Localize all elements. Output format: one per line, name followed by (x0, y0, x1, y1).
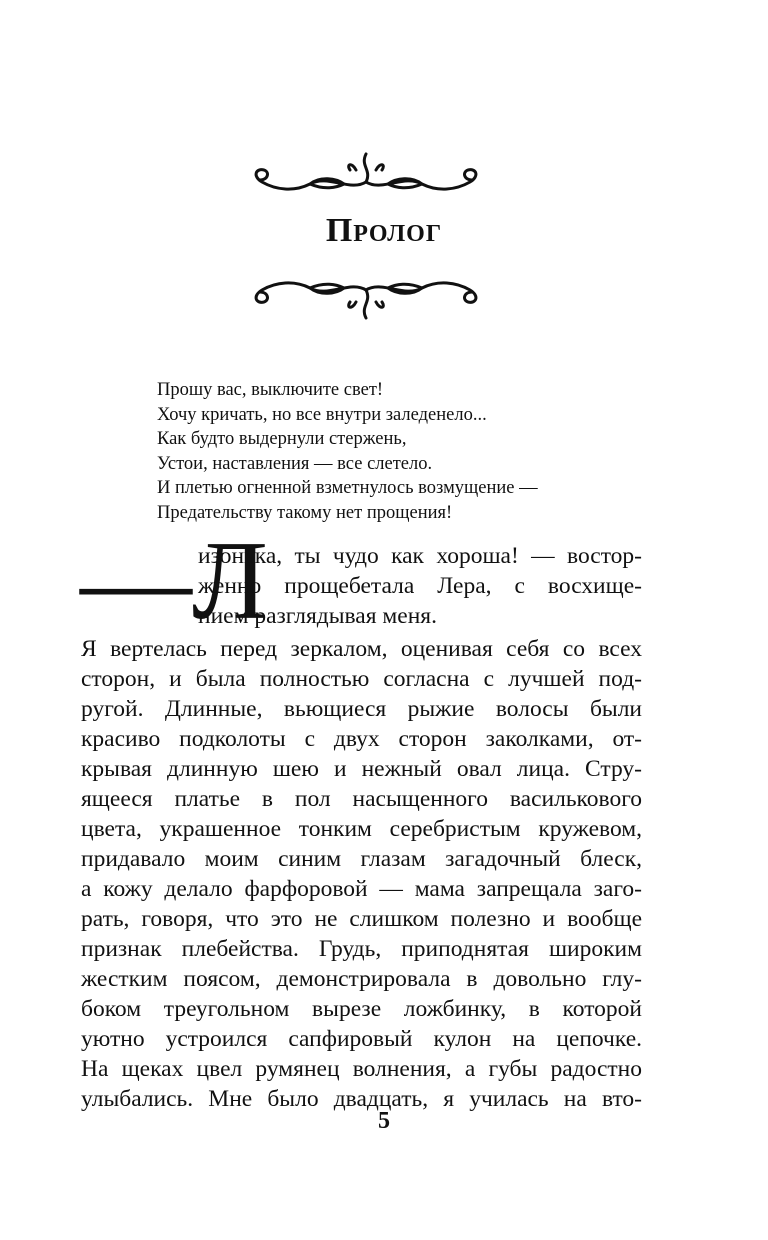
epigraph-line: Хочу кричать, но все внутри заледенело... (157, 404, 487, 425)
body-text-line: ругой. Длинные, вьющиеся рыжие волосы были (81, 696, 642, 722)
body-text-line: сторон, и была полностью согласна с лучшей под- (81, 666, 642, 692)
body-text-line: ящееся платье в пол насыщенного василькового (81, 786, 642, 812)
body-text-line: цвета, украшенное тонким серебристым кружевом, (81, 816, 642, 842)
body-text-line: а кожу делало фарфоровой — мама запрещала заго- (81, 876, 642, 902)
body-text-line: изонька, ты чудо как хороша! — востор- (198, 543, 642, 569)
body-text-line: На щеках цвел румянец волнения, а губы радостно (81, 1056, 642, 1082)
body-text-line: Я вертелась перед зеркалом, оценивая себя со всех (81, 636, 642, 662)
body-text-line: крывая длинную шею и нежный овал лица. Стру- (81, 756, 642, 782)
body-text-line: жестким поясом, демонстрировала в довольно глу- (81, 966, 642, 992)
bottom-flourish-ornament (240, 268, 492, 324)
body-text-line: боком треугольном вырезе ложбинку, в которой (81, 996, 642, 1022)
top-flourish-ornament (240, 148, 492, 204)
epigraph-line: Прошу вас, выключите свет! (157, 380, 384, 400)
epigraph-line: И плетью огненной взметнулось возмущение — (157, 478, 538, 499)
epigraph-line: Как будто выдернули стержень, (157, 429, 407, 450)
chapter-title: Пролог (325, 212, 443, 249)
body-text-line: рать, говоря, что это не слишком полезно и вообще (81, 906, 642, 932)
body-text-line: улыбались. Мне было двадцать, я училась на вто- (81, 1086, 642, 1112)
body-text-line: красиво подколоты с двух сторон заколками, от- (81, 726, 642, 752)
drop-cap: —Л (80, 519, 268, 643)
body-text-line: придавало моим синим глазам загадочный блеск, (81, 846, 642, 872)
body-text-line: признак плебейства. Грудь, приподнятая широким (81, 936, 642, 962)
epigraph-line: Устои, наставления — все слетело. (157, 453, 433, 474)
body-text-line: нием разглядывая меня. (198, 603, 437, 629)
epigraph (157, 378, 627, 526)
epigraph-line: Предательству такому нет прощения! (157, 502, 453, 523)
page-number: 5 (378, 1108, 390, 1134)
body-text-line: уютно устроился сапфировый кулон на цепочке. (81, 1026, 642, 1052)
body-text-line: женно прощебетала Лера, с восхище- (198, 573, 642, 599)
